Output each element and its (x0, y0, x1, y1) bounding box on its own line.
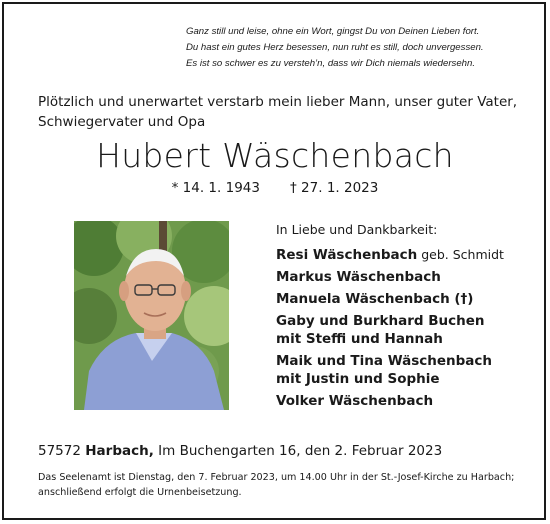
postcode: 57572 (38, 443, 81, 459)
life-dates (0, 178, 550, 198)
mourner-suffix: geb. Schmidt (417, 247, 504, 262)
poem (186, 24, 526, 72)
mourner-entry (276, 352, 536, 388)
notice-line: Das Seelenamt ist Dienstag, den 7. Februar 2023, um 14.00 Uhr in der St.-Josef-Kirche zu Harbach; (38, 472, 515, 483)
notice-line: anschließend erfolgt die Urnenbeisetzung. (38, 487, 242, 498)
poem-line: Es ist so schwer es zu versteh’n, dass wir Dich niemals wiedersehn. (186, 58, 475, 69)
mourner-name (276, 246, 536, 264)
intro-text (38, 92, 518, 132)
mourner-entry (276, 392, 536, 410)
mourner-entry (276, 246, 536, 264)
mourner-name: Volker Wäschenbach (276, 393, 434, 409)
mourner-name: Maik und Tina Wäschenbach (276, 353, 493, 369)
mourners-label: In Liebe und Dankbarkeit: (276, 222, 438, 237)
address-rest: Im Buchengarten 16, den 2. Februar 2023 (158, 443, 443, 459)
poem-line: Ganz still und leise, ohne ein Wort, gingst Du von Deinen Lieben fort. (186, 26, 480, 37)
deceased-name: Hubert Wäschenbach (96, 136, 454, 175)
address-line (38, 441, 538, 461)
service-notice (38, 470, 538, 500)
portrait-photo (74, 221, 229, 410)
mourner-list (276, 246, 536, 410)
mourner-name: Manuela Wäschenbach (†) (276, 291, 474, 307)
town: Harbach, (85, 443, 154, 459)
mourner-name: Gaby und Burkhard Buchen (276, 313, 485, 329)
mourner-entry (276, 312, 536, 348)
mourner-entry (276, 290, 536, 308)
poem-line: Du hast ein gutes Herz besessen, nun ruht es still, doch unvergessen. (186, 42, 484, 53)
mourner-name: mit Steffi und Hannah (276, 331, 443, 347)
mourner-name-text: Resi Wäschenbach (276, 247, 418, 263)
mourners-block (276, 221, 536, 414)
mourner-name: Markus Wäschenbach (276, 269, 441, 285)
mourner-name: mit Justin und Sophie (276, 371, 440, 387)
intro-line: Plötzlich und unerwartet verstarb mein lieber Mann, unser guter Vater, (38, 94, 518, 110)
mourner-entry (276, 268, 536, 286)
portrait-image (74, 221, 229, 410)
birth-date: * 14. 1. 1943 (171, 180, 260, 196)
intro-line: Schwiegervater und Opa (38, 114, 206, 130)
death-date: † 27. 1. 2023 (290, 180, 379, 196)
